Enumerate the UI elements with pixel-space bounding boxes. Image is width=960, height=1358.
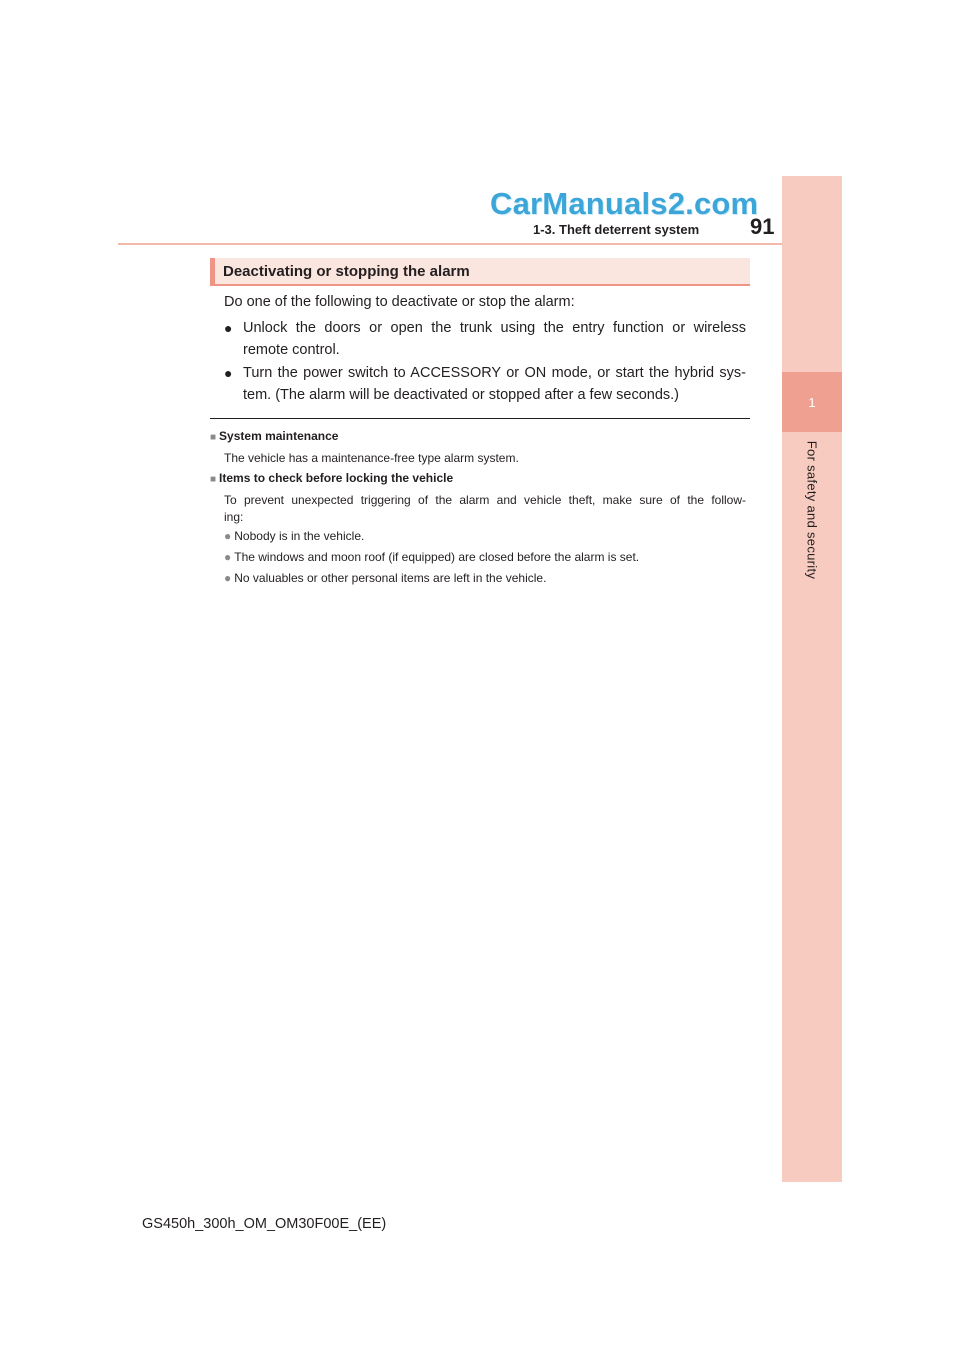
note-list-item-text: Nobody is in the vehicle. — [234, 529, 365, 543]
note-text: ing: — [224, 510, 244, 524]
note-list-item-text: The windows and moon roof (if equipped) are closed before the alarm is set. — [234, 550, 640, 564]
page-number: 91 — [750, 214, 775, 239]
intro-text: Do one of the following to deactivate or stop the alarm: — [224, 294, 575, 310]
list-item-line: Unlock the doors or open the trunk using the entry function or wireless — [243, 320, 746, 336]
note-heading-text: System maintenance — [219, 429, 339, 443]
section-heading: Deactivating or stopping the alarm — [223, 263, 470, 280]
bullet-icon: ● — [224, 320, 233, 336]
watermark: CarManuals2.com — [490, 186, 759, 221]
bullet-icon: ● — [224, 365, 233, 381]
list-item — [224, 362, 746, 406]
note-list-item-text: No valuables or other personal items are left in the vehicle. — [234, 571, 547, 585]
chapter-number: 1 — [782, 372, 842, 432]
section-title: 1-3. Theft deterrent system — [533, 222, 700, 237]
list-item-line: remote control. — [243, 342, 340, 358]
document-code: GS450h_300h_OM_OM30F00E_(EE) — [142, 1216, 387, 1232]
note-list-item — [224, 571, 546, 585]
chapter-side-tab — [782, 176, 842, 1182]
header-divider — [118, 243, 782, 245]
bullet-icon: ● — [224, 550, 232, 564]
note-heading — [210, 471, 453, 485]
section-divider — [210, 418, 750, 419]
chapter-label: For safety and security — [804, 440, 820, 580]
square-bullet-icon: ■ — [210, 474, 217, 485]
list-item — [224, 317, 746, 361]
note-list-item — [224, 529, 364, 543]
square-bullet-icon: ■ — [210, 432, 217, 443]
note-heading — [210, 429, 338, 443]
bullet-icon: ● — [224, 571, 232, 585]
list-item-line: Turn the power switch to ACCESSORY or ON mode, or start the hybrid sys- — [243, 365, 746, 381]
note-text: The vehicle has a maintenance-free type alarm system. — [224, 451, 519, 465]
note-list-item — [224, 550, 639, 564]
bullet-icon: ● — [224, 529, 232, 543]
list-item-line: tem. (The alarm will be deactivated or stopped after a few seconds.) — [243, 387, 680, 403]
section-heading-box — [210, 258, 750, 286]
note-heading-text: Items to check before locking the vehicle — [219, 471, 454, 485]
note-text: To prevent unexpected triggering of the alarm and vehicle theft, make sure of the follow- — [224, 493, 746, 507]
